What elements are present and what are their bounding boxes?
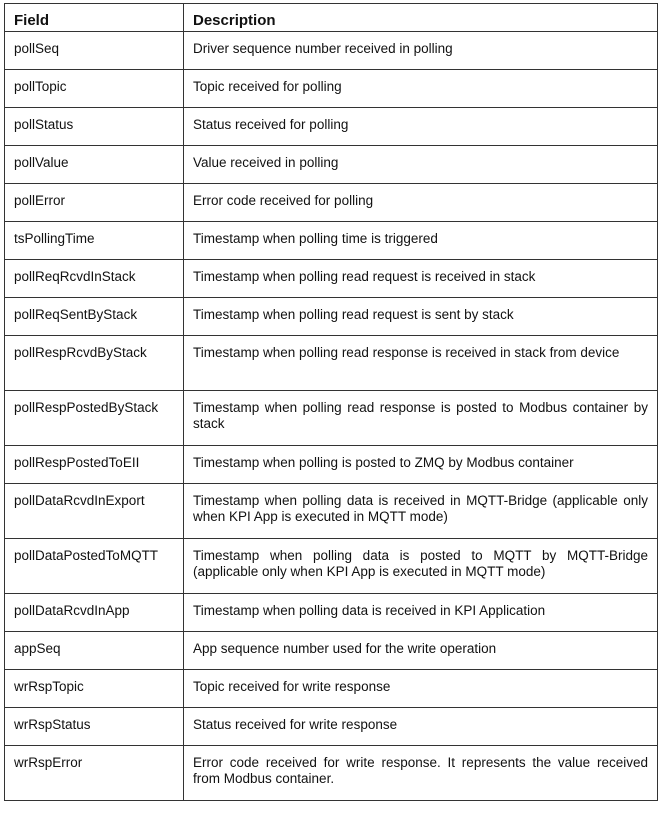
table-row [5,391,658,446]
field-cell: pollTopic [5,70,184,108]
description-cell: Timestamp when polling read response is received in stack from device [184,336,658,391]
description-cell: App sequence number used for the write operation [184,632,658,670]
description-cell: Timestamp when polling read request is received in stack [184,260,658,298]
field-cell: wrRspTopic [5,670,184,708]
field-cell: pollError [5,184,184,222]
table-row [5,260,658,298]
field-cell: pollRespRcvdByStack [5,336,184,391]
table-row [5,446,658,484]
description-cell: Timestamp when polling data is posted to MQTT by MQTT-Bridge (applicable only when KPI App is executed in MQTT mode) [184,539,658,594]
field-cell: pollValue [5,146,184,184]
field-cell: pollReqSentByStack [5,298,184,336]
table-row [5,298,658,336]
description-cell: Error code received for polling [184,184,658,222]
table-row [5,539,658,594]
field-cell: pollRespPostedToEII [5,446,184,484]
field-cell: pollDataPostedToMQTT [5,539,184,594]
field-cell: pollDataRcvdInApp [5,594,184,632]
table-row [5,184,658,222]
field-cell: appSeq [5,632,184,670]
description-cell: Timestamp when polling data is received in KPI Application [184,594,658,632]
table-row [5,632,658,670]
description-header: Description [184,4,658,32]
description-cell: Status received for write response [184,708,658,746]
table-row [5,146,658,184]
description-cell: Topic received for polling [184,70,658,108]
table-row [5,484,658,539]
table-row [5,32,658,70]
field-cell: pollStatus [5,108,184,146]
description-cell: Timestamp when polling read request is sent by stack [184,298,658,336]
field-cell: pollSeq [5,32,184,70]
field-cell: pollReqRcvdInStack [5,260,184,298]
description-cell: Driver sequence number received in polling [184,32,658,70]
field-cell: wrRspStatus [5,708,184,746]
field-description-table [4,3,658,801]
field-cell: tsPollingTime [5,222,184,260]
table-row [5,336,658,391]
table-row [5,708,658,746]
table-row [5,670,658,708]
description-cell: Topic received for write response [184,670,658,708]
description-cell: Timestamp when polling read response is posted to Modbus container by stack [184,391,658,446]
description-cell: Status received for polling [184,108,658,146]
table-row [5,594,658,632]
field-cell: pollDataRcvdInExport [5,484,184,539]
table-row [5,70,658,108]
table-row [5,746,658,801]
description-cell: Error code received for write response. It represents the value received from Modbus container. [184,746,658,801]
description-cell: Timestamp when polling data is received in MQTT-Bridge (applicable only when KPI App is executed in MQTT mode) [184,484,658,539]
field-cell: wrRspError [5,746,184,801]
table-row [5,222,658,260]
field-cell: pollRespPostedByStack [5,391,184,446]
description-cell: Timestamp when polling is posted to ZMQ by Modbus container [184,446,658,484]
header-row [5,4,658,32]
field-header: Field [5,4,184,32]
table-row [5,108,658,146]
description-cell: Timestamp when polling time is triggered [184,222,658,260]
description-cell: Value received in polling [184,146,658,184]
